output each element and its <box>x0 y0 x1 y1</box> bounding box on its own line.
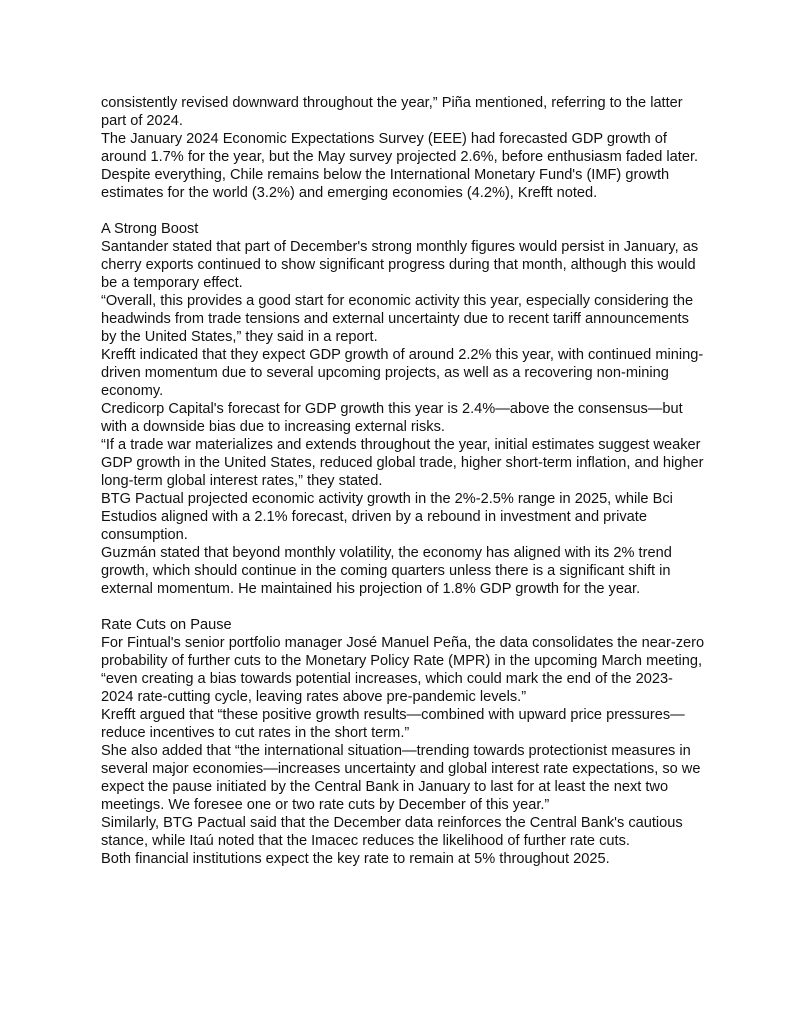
section-heading-strong-boost: A Strong Boost <box>101 221 199 237</box>
paragraph-rate-cuts-3: She also added that “the international situation—trending towards protectionist measures in several major economies—increases uncertainty and global interest rate expectations, so we expect the pause initiated by the Central Bank in January to last for at least the next two meetings. We foresee one or two rate cuts by December of this year.” <box>101 743 701 813</box>
paragraph-rate-cuts-4: Similarly, BTG Pactual said that the December data reinforces the Central Bank's cautious stance, while Itaú noted that the Imacec reduces the likelihood of further rate cuts. <box>101 815 683 849</box>
paragraph-rate-cuts-1: For Fintual's senior portfolio manager José Manuel Peña, the data consolidates the near-zero probability of further cuts to the Monetary Policy Rate (MPR) in the upcoming March meeting, “even creating a bias towards potential increases, which could mark the end of the 2023-2024 rate-cutting cycle, leaving rates above pre-pandemic levels.” <box>101 635 705 705</box>
paragraph-strong-boost-5: “If a trade war materializes and extends throughout the year, initial estimates suggest weaker GDP growth in the United States, reduced global trade, higher short-term inflation, and higher long-term global interest rates,” they stated. <box>101 437 704 489</box>
paragraph-intro-3: Despite everything, Chile remains below the International Monetary Fund's (IMF) growth estimates for the world (3.2%) and emerging economies (4.2%), Krefft noted. <box>101 167 670 201</box>
paragraph-strong-boost-7: Guzmán stated that beyond monthly volatility, the economy has aligned with its 2% trend growth, which should continue in the coming quarters unless there is a significant shift in external momentum. He maintained his projection of 1.8% GDP growth for the year. <box>101 545 672 597</box>
paragraph-strong-boost-4: Credicorp Capital's forecast for GDP growth this year is 2.4%—above the consensus—but with a downside bias due to increasing external risks. <box>101 401 683 435</box>
paragraph-strong-boost-1: Santander stated that part of December's strong monthly figures would persist in January, as cherry exports continued to show significant progress during that month, although this would be a temporary effect. <box>101 239 699 291</box>
document-page <box>101 94 705 868</box>
paragraph-strong-boost-3: Krefft indicated that they expect GDP growth of around 2.2% this year, with continued mining-driven momentum due to several upcoming projects, as well as a recovering non-mining economy. <box>101 347 704 399</box>
paragraph-rate-cuts-2: Krefft argued that “these positive growth results—combined with upward price pressures—reduce incentives to cut rates in the short term.” <box>101 707 685 741</box>
section-spacer <box>101 598 705 616</box>
section-spacer <box>101 202 705 220</box>
paragraph-intro-1: consistently revised downward throughout the year,” Piña mentioned, referring to the latter part of 2024. <box>101 95 683 129</box>
section-heading-rate-cuts: Rate Cuts on Pause <box>101 617 232 633</box>
paragraph-strong-boost-2: “Overall, this provides a good start for economic activity this year, especially considering the headwinds from trade tensions and external uncertainty due to recent tariff announcements by the United States,” they said in a report. <box>101 293 694 345</box>
paragraph-intro-2: The January 2024 Economic Expectations Survey (EEE) had forecasted GDP growth of around 1.7% for the year, but the May survey projected 2.6%, before enthusiasm faded later. <box>101 131 699 165</box>
paragraph-strong-boost-6: BTG Pactual projected economic activity growth in the 2%-2.5% range in 2025, while Bci Estudios aligned with a 2.1% forecast, driven by a rebound in investment and private consumption. <box>101 491 673 543</box>
paragraph-rate-cuts-5: Both financial institutions expect the key rate to remain at 5% throughout 2025. <box>101 851 610 867</box>
